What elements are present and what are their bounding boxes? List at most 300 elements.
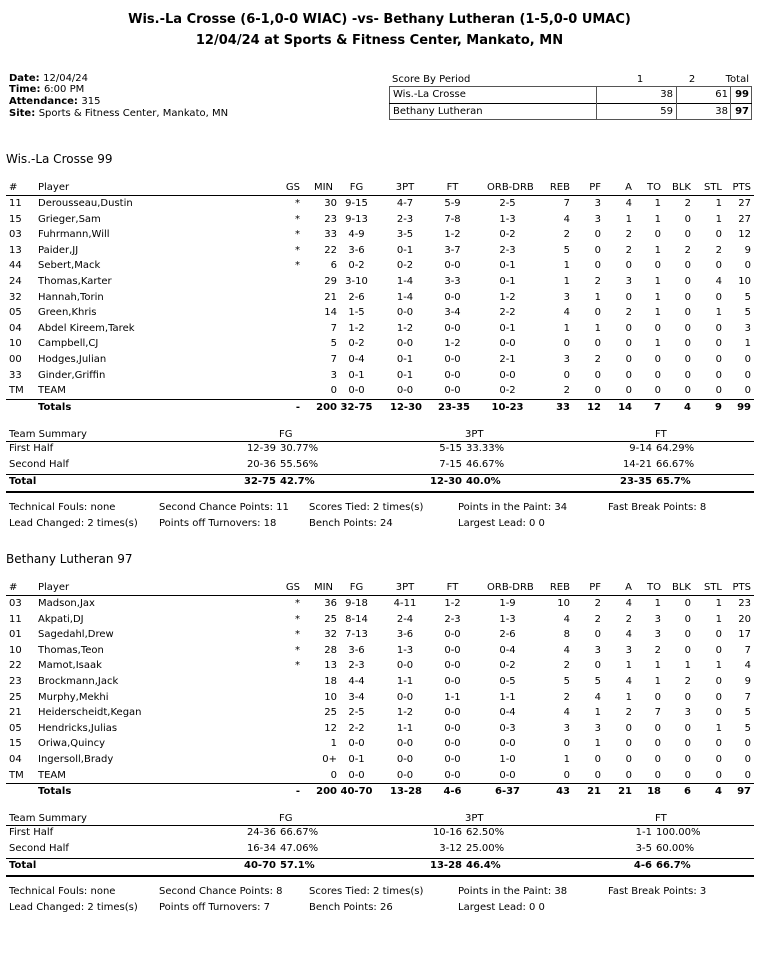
cell-player: Akpati,DJ	[38, 614, 84, 625]
summary-3pt: 7-15	[439, 458, 462, 470]
cell-player: Campbell,CJ	[38, 338, 99, 349]
cell-3pt: 0-1	[396, 370, 414, 381]
cell-pts: 0	[744, 738, 751, 749]
summary-3pt-pct: 25.00%	[466, 842, 505, 854]
cell-gs: *	[295, 598, 300, 609]
cell-a: 4	[625, 629, 632, 640]
cell-to: 1	[654, 676, 661, 687]
cell-min: 7	[330, 323, 337, 334]
cell-fg: 3-6	[348, 245, 365, 256]
cell-ft: 1-2	[444, 598, 461, 609]
cell-number: 01	[9, 629, 22, 640]
totals-3pt: 12-30	[390, 402, 422, 413]
cell-ft: 0-0	[444, 738, 461, 749]
cell-3pt: 1-1	[396, 676, 414, 687]
cell-3pt: 0-2	[396, 260, 414, 271]
summary-fg-pct: 55.56%	[280, 458, 319, 470]
cell-3pt: 1-2	[396, 323, 414, 334]
cell-stl: 0	[715, 385, 722, 396]
cell-pts: 5	[744, 723, 751, 734]
cell-fg: 1-5	[348, 307, 365, 318]
cell-min: 23	[324, 214, 337, 225]
cell-gs: *	[295, 629, 300, 640]
cell-stl: 0	[715, 629, 722, 640]
cell-player: Hannah,Torin	[38, 292, 104, 303]
cell-reb: 4	[563, 707, 570, 718]
totals-orb-drb: 6-37	[494, 786, 521, 797]
cell-fg: 0-1	[348, 754, 365, 765]
cell-stl: 1	[715, 198, 722, 209]
cell-stl: 0	[715, 738, 722, 749]
cell-number: 00	[9, 354, 22, 365]
cell-ft: 0-0	[444, 645, 461, 656]
col-header-stl: STL	[703, 582, 722, 593]
cell-pf: 3	[594, 198, 601, 209]
cell-number: 11	[9, 198, 22, 209]
cell-stl: 0	[715, 770, 722, 781]
cell-3pt: 0-0	[396, 754, 414, 765]
header-rule	[6, 195, 754, 196]
cell-player: Hendricks,Julias	[38, 723, 118, 734]
cell-orb-drb: 1-3	[499, 214, 516, 225]
cell-min: 25	[324, 707, 337, 718]
cell-stl: 0	[715, 692, 722, 703]
time-value: 6:00 PM	[43, 84, 85, 95]
cell-pf: 0	[594, 629, 601, 640]
summary-row-label: First Half	[9, 443, 54, 454]
col-header-min: MIN	[313, 182, 334, 193]
cell-to: 0	[654, 738, 661, 749]
cell-ft: 0-0	[444, 260, 461, 271]
cell-min: 0	[330, 770, 337, 781]
cell-ft: 1-2	[444, 229, 461, 240]
cell-a: 0	[625, 385, 632, 396]
cell-ft: 0-0	[444, 323, 461, 334]
cell-stl: 1	[715, 660, 722, 671]
cell-number: 15	[9, 738, 22, 749]
cell-ft: 0-0	[444, 660, 461, 671]
summary-ft: 14-21	[622, 458, 652, 470]
game-note: Points off Turnovers: 7	[159, 902, 271, 913]
summary-3pt-pct: 46.4%	[466, 860, 501, 871]
cell-pts: 5	[744, 307, 751, 318]
cell-3pt: 0-0	[396, 307, 414, 318]
cell-blk: 0	[684, 307, 691, 318]
summary-fg-header: FG	[279, 813, 293, 824]
cell-orb-drb: 1-2	[499, 292, 516, 303]
cell-gs: *	[295, 614, 300, 625]
cell-a: 2	[625, 229, 632, 240]
cell-a: 1	[625, 214, 632, 225]
cell-fg: 0-4	[348, 354, 365, 365]
cell-pf: 1	[594, 323, 601, 334]
cell-number: 25	[9, 692, 22, 703]
cell-number: TM	[9, 770, 24, 781]
cell-player: Oriwa,Quincy	[38, 738, 105, 749]
summary-ft-pct: 60.00%	[656, 842, 695, 854]
game-note: Points in the Paint: 38	[458, 886, 568, 897]
time-label: Time:	[9, 84, 41, 95]
cell-reb: 0	[563, 370, 570, 381]
cell-number: 22	[9, 660, 22, 671]
summary-fg-pct: 47.06%	[280, 842, 319, 854]
cell-orb-drb: 1-3	[499, 614, 516, 625]
col-header-a: A	[625, 582, 632, 593]
cell-stl: 0	[715, 370, 722, 381]
game-note: Lead Changed: 2 times(s)	[9, 518, 138, 529]
cell-number: 05	[9, 307, 22, 318]
totals-min: 200	[316, 402, 337, 413]
summary-ft: 23-35	[620, 476, 652, 487]
cell-blk: 0	[684, 629, 691, 640]
cell-orb-drb: 0-2	[499, 229, 516, 240]
cell-pts: 9	[744, 676, 751, 687]
cell-pf: 0	[594, 385, 601, 396]
cell-orb-drb: 2-2	[499, 307, 516, 318]
cell-fg: 3-4	[348, 692, 365, 703]
cell-orb-drb: 0-1	[499, 260, 516, 271]
cell-ft: 0-0	[444, 354, 461, 365]
summary-ft-pct: 100.00%	[656, 827, 701, 838]
summary-3pt-pct: 33.33%	[466, 443, 505, 454]
cell-stl: 0	[715, 645, 722, 656]
cell-blk: 0	[684, 723, 691, 734]
cell-blk: 0	[684, 754, 691, 765]
cell-reb: 4	[563, 645, 570, 656]
cell-a: 2	[625, 707, 632, 718]
cell-blk: 2	[684, 676, 691, 687]
cell-to: 1	[654, 660, 661, 671]
summary-total-rule	[6, 474, 754, 475]
cell-number: 24	[9, 276, 22, 287]
col-header-a: A	[625, 182, 632, 193]
totals-player: Totals	[38, 402, 72, 413]
site-value: Sports & Fitness Center, Mankato, MN	[38, 108, 229, 119]
cell-reb: 2	[563, 229, 570, 240]
cell-orb-drb: 0-2	[499, 385, 516, 396]
cell-reb: 10	[557, 598, 570, 609]
totals-reb: 33	[556, 402, 570, 413]
totals-pts: 99	[737, 402, 751, 413]
summary-fg: 12-39	[246, 443, 276, 454]
cell-reb: 3	[563, 723, 570, 734]
cell-orb-drb: 2-1	[499, 354, 516, 365]
cell-blk: 0	[684, 738, 691, 749]
cell-stl: 1	[715, 214, 722, 225]
cell-stl: 2	[715, 245, 722, 256]
totals-blk: 4	[684, 402, 691, 413]
summary-3pt-pct: 40.0%	[466, 476, 501, 487]
cell-ft: 1-1	[444, 692, 461, 703]
cell-orb-drb: 2-6	[499, 629, 516, 640]
cell-3pt: 4-11	[393, 598, 417, 609]
cell-stl: 0	[715, 292, 722, 303]
summary-row-label: First Half	[9, 827, 54, 838]
cell-blk: 0	[684, 354, 691, 365]
totals-min: 200	[316, 786, 337, 797]
cell-player: Thomas,Teon	[38, 645, 104, 656]
game-title: Wis.-La Crosse (6-1,0-0 WIAC) -vs- Bethany Lutheran (1-5,0-0 UMAC)	[128, 12, 631, 27]
cell-min: 22	[324, 245, 337, 256]
cell-orb-drb: 1-9	[499, 598, 516, 609]
col-header-ft: FT	[446, 182, 459, 193]
cell-3pt: 0-0	[396, 385, 414, 396]
cell-a: 0	[625, 723, 632, 734]
cell-3pt: 0-1	[396, 354, 414, 365]
summary-fg-header: FG	[279, 429, 293, 440]
cell-player: Mamot,Isaak	[38, 660, 102, 671]
summary-ft-pct: 64.29%	[656, 443, 695, 454]
cell-min: 12	[324, 723, 337, 734]
cell-to: 1	[654, 307, 661, 318]
col-header-blk: BLK	[672, 182, 691, 193]
totals-gs: -	[295, 402, 300, 413]
summary-3pt: 5-15	[439, 443, 462, 454]
summary-row-label: Total	[9, 476, 37, 487]
cell-blk: 2	[684, 198, 691, 209]
col-header-pf: PF	[589, 582, 601, 593]
cell-blk: 0	[684, 614, 691, 625]
cell-pts: 0	[744, 770, 751, 781]
cell-min: 0+	[322, 754, 337, 765]
cell-fg: 9-13	[345, 214, 368, 225]
cell-ft: 3-7	[444, 245, 461, 256]
cell-player: Grieger,Sam	[38, 214, 101, 225]
cell-a: 0	[625, 338, 632, 349]
cell-player: Thomas,Karter	[38, 276, 112, 287]
cell-orb-drb: 0-0	[499, 338, 516, 349]
cell-stl: 1	[715, 598, 722, 609]
cell-blk: 0	[684, 229, 691, 240]
cell-pf: 5	[594, 676, 601, 687]
summary-fg: 24-36	[246, 827, 276, 838]
game-note: Scores Tied: 2 times(s)	[309, 886, 424, 897]
summary-fg: 40-70	[244, 860, 276, 871]
cell-min: 25	[324, 614, 337, 625]
summary-ft: 4-6	[633, 860, 652, 871]
cell-reb: 1	[563, 260, 570, 271]
game-note: Fast Break Points: 8	[608, 502, 707, 513]
cell-ft: 0-0	[444, 676, 461, 687]
col-header-orb-drb: ORB-DRB	[487, 582, 534, 593]
cell-pf: 0	[594, 260, 601, 271]
cell-number: TM	[9, 385, 24, 396]
cell-stl: 0	[715, 229, 722, 240]
cell-min: 14	[324, 307, 337, 318]
summary-bottom-rule	[6, 875, 754, 877]
cell-reb: 2	[563, 385, 570, 396]
cell-3pt: 4-7	[396, 198, 414, 209]
cell-a: 0	[625, 370, 632, 381]
cell-number: 04	[9, 754, 22, 765]
cell-player: Derousseau,Dustin	[38, 198, 133, 209]
cell-number: 15	[9, 214, 22, 225]
cell-player: Abdel Kireem,Tarek	[38, 323, 135, 334]
cell-min: 30	[324, 198, 337, 209]
cell-to: 3	[654, 614, 661, 625]
total-header: Total	[725, 74, 749, 85]
cell-min: 18	[324, 676, 337, 687]
cell-orb-drb: 0-4	[499, 645, 516, 656]
cell-reb: 0	[563, 738, 570, 749]
game-note: Technical Fouls: none	[9, 886, 116, 897]
cell-orb-drb: 0-2	[499, 660, 516, 671]
cell-a: 0	[625, 738, 632, 749]
cell-fg: 0-0	[348, 770, 365, 781]
cell-pf: 0	[594, 660, 601, 671]
cell-min: 7	[330, 354, 337, 365]
cell-a: 4	[625, 198, 632, 209]
cell-number: 05	[9, 723, 22, 734]
summary-fg-pct: 57.1%	[280, 860, 315, 871]
summary-3pt-header: 3PT	[465, 813, 484, 824]
cell-to: 3	[654, 629, 661, 640]
cell-stl: 0	[715, 354, 722, 365]
cell-to: 1	[654, 214, 661, 225]
cell-a: 3	[625, 645, 632, 656]
cell-orb-drb: 1-1	[499, 692, 516, 703]
cell-reb: 1	[563, 323, 570, 334]
cell-fg: 9-15	[345, 198, 368, 209]
cell-min: 36	[324, 598, 337, 609]
cell-player: TEAM	[38, 770, 66, 781]
cell-blk: 0	[684, 292, 691, 303]
cell-reb: 4	[563, 307, 570, 318]
attendance-value: 315	[81, 96, 101, 107]
sbp-team-1: Wis.-La Crosse	[393, 89, 466, 100]
cell-fg: 4-9	[348, 229, 365, 240]
cell-player: Heiderscheidt,Kegan	[38, 707, 142, 718]
cell-stl: 0	[715, 707, 722, 718]
summary-ft-pct: 66.67%	[656, 458, 695, 470]
sbp-team-2: Bethany Lutheran	[393, 106, 483, 117]
cell-orb-drb: 2-3	[499, 245, 516, 256]
cell-a: 2	[625, 307, 632, 318]
cell-reb: 3	[563, 292, 570, 303]
cell-orb-drb: 0-3	[499, 723, 516, 734]
col-header-pf: PF	[589, 182, 601, 193]
cell-pf: 2	[594, 276, 601, 287]
game-subtitle: 12/04/24 at Sports & Fitness Center, Mankato, MN	[195, 33, 564, 48]
cell-to: 7	[654, 707, 661, 718]
date-value: 12/04/24	[43, 73, 89, 84]
cell-fg: 1-2	[348, 323, 365, 334]
team-title: Wis.-La Crosse 99	[6, 152, 113, 166]
cell-reb: 0	[563, 770, 570, 781]
col-header-pts: PTS	[732, 582, 751, 593]
col-header-pts: PTS	[732, 182, 751, 193]
col-header-fg: FG	[349, 582, 364, 593]
cell-a: 4	[625, 598, 632, 609]
cell-blk: 0	[684, 770, 691, 781]
cell-number: 10	[9, 338, 22, 349]
cell-player: Ingersoll,Brady	[38, 754, 114, 765]
summary-label: Team Summary	[9, 813, 87, 824]
cell-blk: 3	[684, 707, 691, 718]
col-header-number: #	[9, 182, 18, 193]
cell-ft: 0-0	[444, 723, 461, 734]
cell-blk: 1	[684, 660, 691, 671]
totals-gs: -	[295, 786, 300, 797]
cell-to: 0	[654, 754, 661, 765]
cell-a: 4	[625, 676, 632, 687]
col-header-gs: GS	[285, 582, 300, 593]
cell-3pt: 0-0	[396, 660, 414, 671]
cell-pts: 12	[738, 229, 751, 240]
summary-ft-header: FT	[655, 429, 667, 440]
summary-ft-pct: 65.7%	[656, 476, 691, 487]
cell-orb-drb: 0-0	[499, 738, 516, 749]
summary-fg: 32-75	[244, 476, 276, 487]
sbp-team-2-total: 97	[735, 106, 749, 117]
totals-stl: 4	[715, 786, 722, 797]
cell-3pt: 1-3	[396, 645, 414, 656]
score-by-period-label: Score By Period	[392, 74, 471, 85]
cell-pts: 0	[744, 370, 751, 381]
cell-to: 0	[654, 229, 661, 240]
cell-number: 03	[9, 229, 22, 240]
summary-label: Team Summary	[9, 429, 87, 440]
cell-3pt: 3-6	[396, 629, 414, 640]
cell-fg: 3-10	[345, 276, 368, 287]
col-header-3pt: 3PT	[395, 182, 415, 193]
cell-pts: 0	[744, 260, 751, 271]
summary-3pt-pct: 46.67%	[466, 458, 505, 470]
cell-player: Sagedahl,Drew	[38, 629, 114, 640]
cell-player: Ginder,Griffin	[38, 370, 106, 381]
sbp-team-2-p2: 38	[715, 106, 728, 117]
cell-orb-drb: 0-5	[499, 676, 516, 687]
cell-pts: 27	[738, 198, 751, 209]
game-note: Points off Turnovers: 18	[159, 518, 277, 529]
summary-ft: 9-14	[629, 443, 652, 454]
totals-pf: 21	[587, 786, 601, 797]
cell-3pt: 3-5	[396, 229, 414, 240]
cell-a: 1	[625, 660, 632, 671]
cell-3pt: 0-0	[396, 692, 414, 703]
cell-fg: 2-6	[348, 292, 365, 303]
totals-a: 21	[618, 786, 632, 797]
cell-3pt: 0-0	[396, 770, 414, 781]
cell-pf: 0	[594, 770, 601, 781]
game-note: Lead Changed: 2 times(s)	[9, 902, 138, 913]
game-note: Bench Points: 26	[309, 902, 393, 913]
cell-a: 0	[625, 354, 632, 365]
col-header-to: TO	[647, 182, 661, 193]
cell-pf: 2	[594, 614, 601, 625]
totals-fg: 32-75	[340, 402, 373, 413]
cell-number: 44	[9, 260, 22, 271]
cell-min: 3	[330, 370, 337, 381]
cell-pf: 2	[594, 354, 601, 365]
game-note: Second Chance Points: 11	[159, 502, 289, 513]
cell-stl: 0	[715, 260, 722, 271]
col-header-orb-drb: ORB-DRB	[487, 182, 534, 193]
cell-pts: 5	[744, 292, 751, 303]
cell-fg: 0-0	[348, 385, 365, 396]
cell-gs: *	[295, 229, 300, 240]
cell-orb-drb: 0-4	[499, 707, 516, 718]
cell-min: 13	[324, 660, 337, 671]
cell-reb: 2	[563, 692, 570, 703]
game-note: Largest Lead: 0 0	[458, 902, 545, 913]
cell-stl: 4	[715, 276, 722, 287]
cell-pf: 3	[594, 723, 601, 734]
totals-fg: 40-70	[340, 786, 373, 797]
period-2-header: 2	[688, 74, 696, 85]
cell-blk: 0	[684, 645, 691, 656]
period-1-header: 1	[636, 74, 644, 85]
